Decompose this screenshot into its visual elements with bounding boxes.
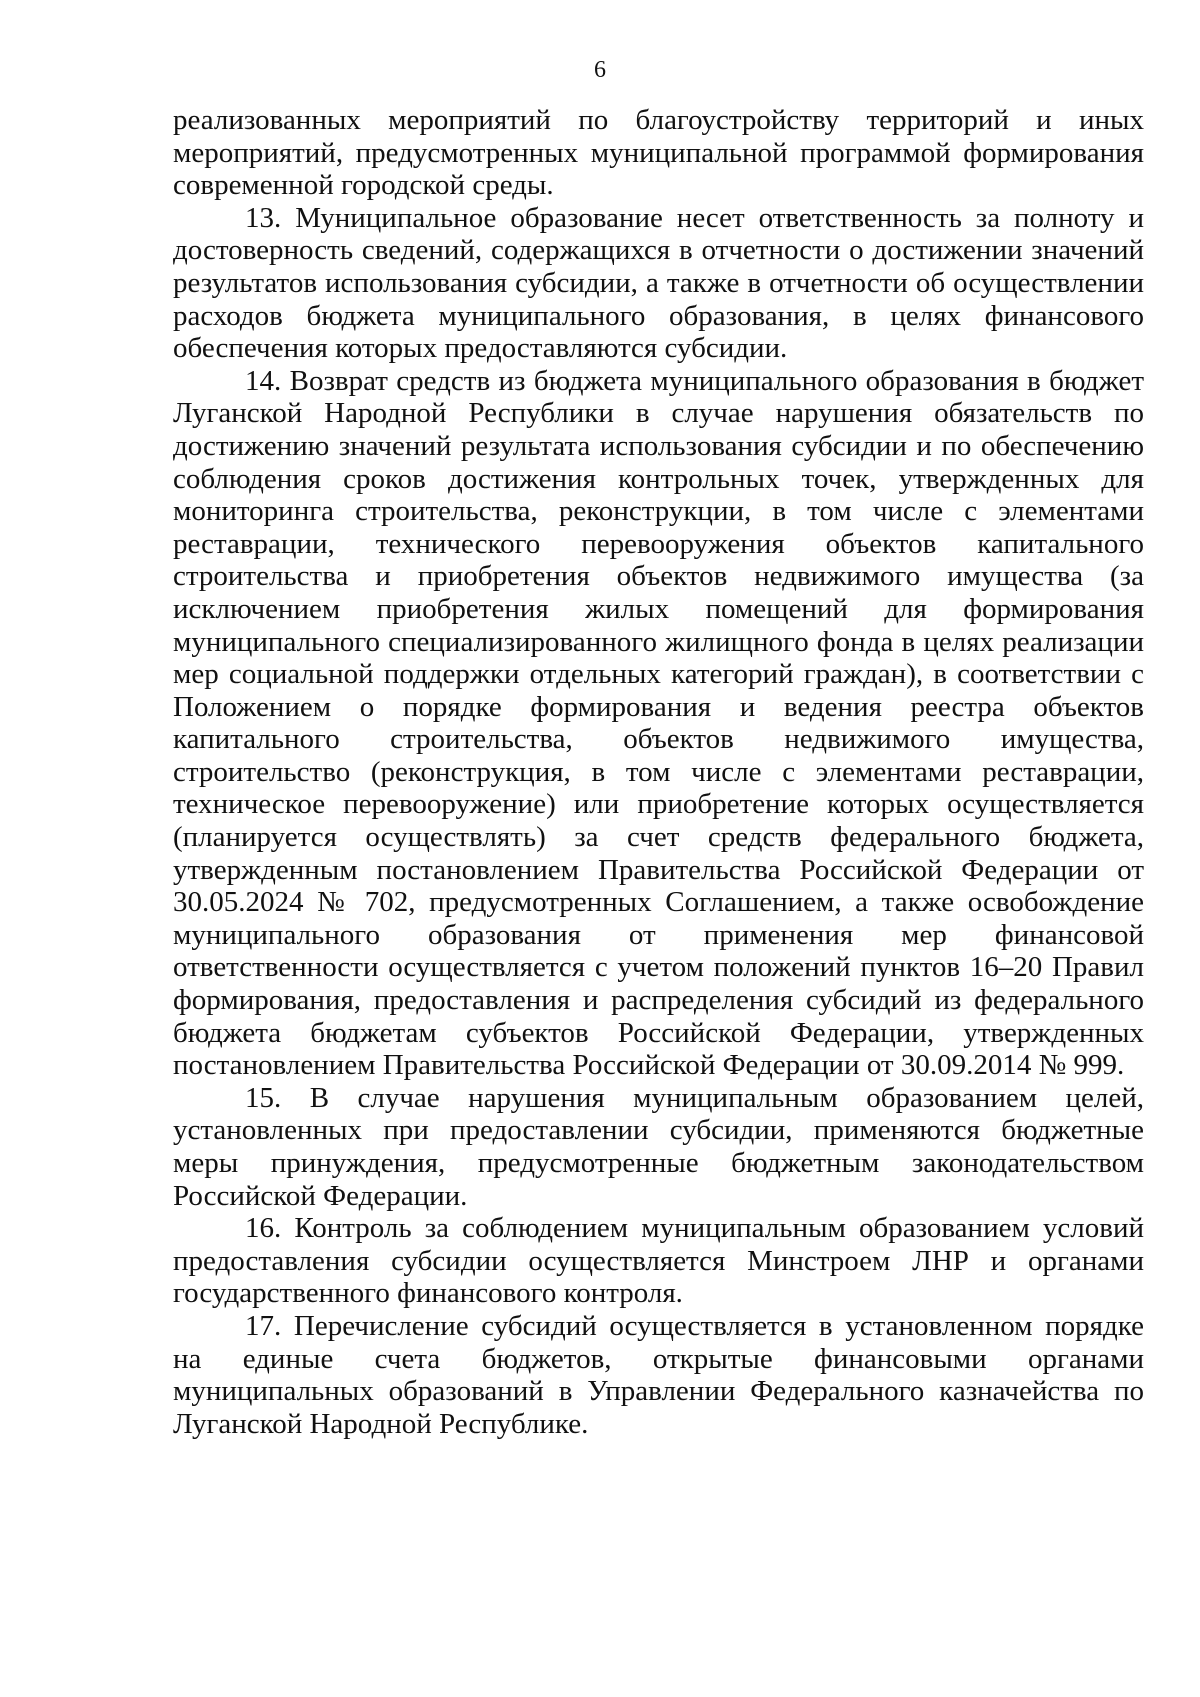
document-body — [173, 104, 1144, 1440]
paragraph-number: 14. — [245, 364, 290, 397]
paragraph-text: Возврат средств из бюджета муниципального образования в бюджет Луганской Народной Республики в случае нарушения обязательств по достижению значений результата использования субсидии и по обеспечению соблюдения сроков достижения контрольных точек, утвержденных для мониторинга строительства, реконструкции, в том числе с элементами реставрации, технического перевооружения объектов капитального строительства и приобретения объектов недвижимого имущества (за исключением приобретения жилых помещений для формирования муниципального специализированного жилищного фонда в целях реализации мер социальной поддержки отдельных категорий граждан), в соответствии с Положением о порядке формирования и ведения реестра объектов капитального строительства, объектов недвижимого имущества, строительство (реконструкция, в том числе с элементами реставрации, техническое перевооружение) или приобретение которых осуществляется (планируется осуществлять) за счет средств федерального бюджета, утвержденным постановлением Правительства Российской Федерации от 30.05.2024 № 702, предусмотренных Соглашением, а также освобождение муниципального образования от применения мер финансовой ответственности осуществляется с учетом положений пунктов 16–20 Правил формирования, предоставления и распределения субсидий из федерального бюджета бюджетам субъектов Российской Федерации, утвержденных постановлением Правительства Российской Федерации от 30.09.2014 № 999. — [173, 364, 1144, 1082]
paragraph-continuation — [173, 104, 1144, 202]
paragraph-text: Перечисление субсидий осуществляется в установленном порядке на единые счета бюджетов, открытые финансовыми органами муниципальных образований в Управлении Федерального казначейства по Луганской Народной Республике. — [173, 1309, 1145, 1440]
paragraph-17 — [173, 1310, 1144, 1440]
paragraph-text: Муниципальное образование несет ответственность за полноту и достоверность сведений, содержащихся в отчетности о достижении значений результатов использования субсидии, а также в отчетности об осуществлении расходов бюджета муниципального образования, в целях финансового обеспечения которых предоставляются субсидии. — [173, 201, 1144, 365]
paragraph-16 — [173, 1212, 1144, 1310]
paragraph-15 — [173, 1082, 1144, 1212]
paragraph-13 — [173, 202, 1144, 365]
paragraph-text: В случае нарушения муниципальным образованием целей, установленных при предоставлении субсидии, применяются бюджетные меры принуждения, предусмотренные бюджетным законодательством Российской Федерации. — [173, 1081, 1145, 1212]
paragraph-14 — [173, 365, 1144, 1082]
paragraph-number: 13. — [245, 201, 296, 234]
paragraph-number: 16. — [245, 1212, 295, 1245]
paragraph-text: реализованных мероприятий по благоустройству территорий и иных мероприятий, предусмотренных муниципальной программой формирования современной городской среды. — [173, 104, 1144, 202]
paragraph-text: Контроль за соблюдением муниципальным образованием условий предоставления субсидии осуществляется Минстроем ЛНР и органами государственного финансового контроля. — [173, 1212, 1144, 1310]
paragraph-number: 15. — [245, 1081, 310, 1114]
page-number: 6 — [594, 57, 606, 83]
paragraph-number: 17. — [245, 1309, 294, 1342]
